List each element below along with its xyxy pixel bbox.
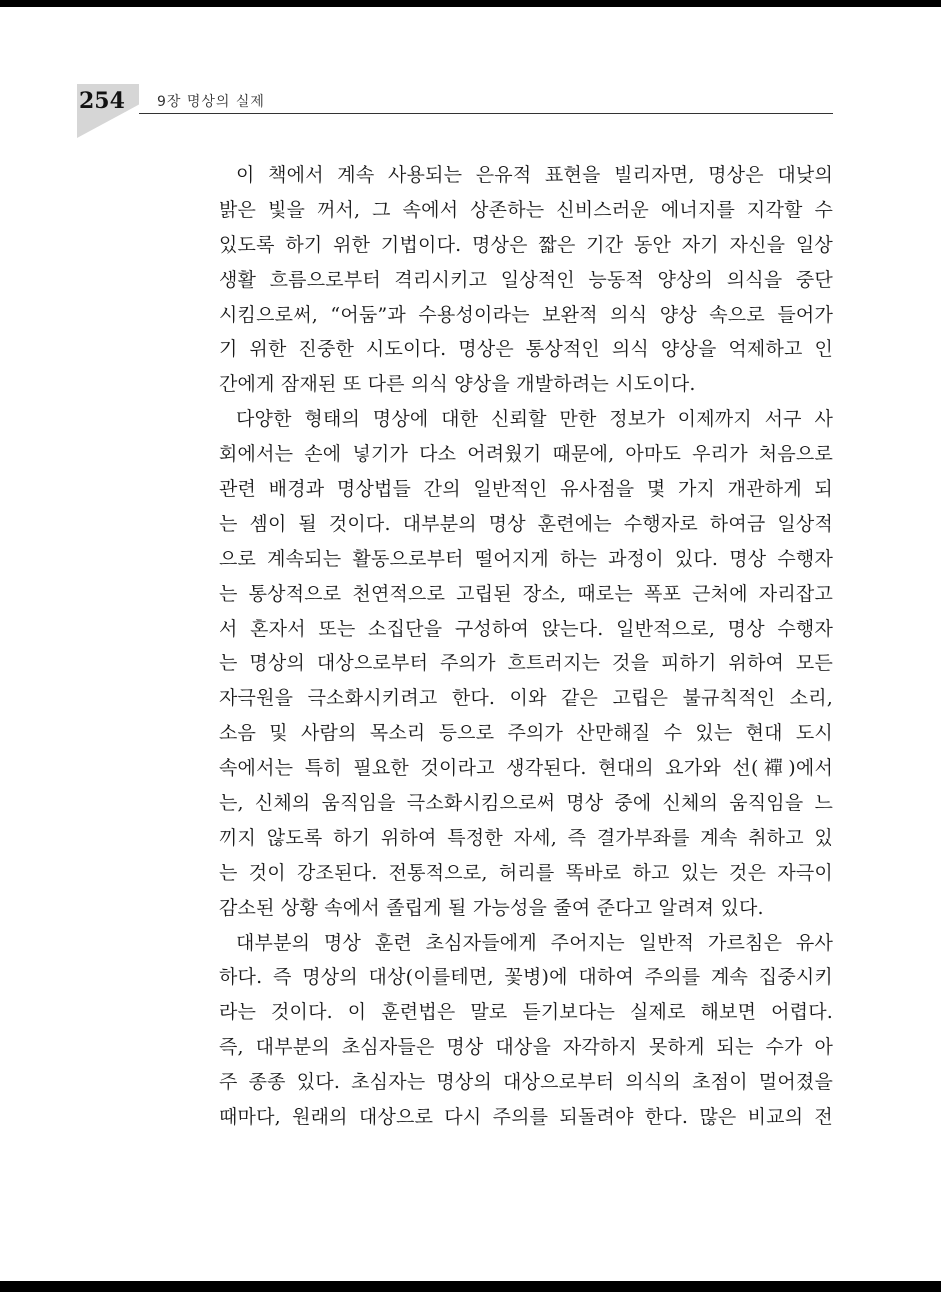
text-line: 생활 흐름으로부터 격리시키고 일상적인 능동적 양상의 의식을 중단 [219, 268, 833, 291]
text-line: 이 책에서 계속 사용되는 은유적 표현을 빌리자면, 명상은 대낮의 [236, 164, 833, 186]
text-line: 는 명상의 대상으로부터 주의가 흐트러지는 것을 피하기 위하여 모든 [219, 652, 833, 675]
paragraph-3 [219, 926, 833, 1135]
text-line: 즉, 대부분의 초심자들은 명상 대상을 자각하지 못하게 되는 수가 아 [219, 1036, 833, 1059]
text-line: 으로 계속되는 활동으로부터 떨어지게 하는 과정이 있다. 명상 수행자 [219, 547, 833, 570]
text-line: 하다. 즉 명상의 대상(이를테면, 꽃병)에 대하여 주의를 계속 집중시키 [219, 966, 833, 989]
running-head-chapter-title: 9장 명상의 실제 [157, 94, 265, 110]
text-line: 소음 및 사람의 목소리 등으로 주의가 산만해질 수 있는 현대 도시 [219, 722, 833, 745]
header-rule [139, 113, 833, 114]
text-line: 자극원을 극소화시키려고 한다. 이와 같은 고립은 불규칙적인 소리, [219, 687, 833, 710]
paragraph-1 [219, 158, 833, 402]
top-border-bar [0, 0, 941, 7]
text-line: 라는 것이다. 이 훈련법은 말로 듣기보다는 실제로 해보면 어렵다. [219, 1001, 833, 1024]
bottom-border-bar [0, 1281, 941, 1292]
text-line: 간에게 잠재된 또 다른 의식 양상을 개발하려는 시도이다. [219, 373, 696, 396]
text-line: 는 셈이 될 것이다. 대부분의 명상 훈련에는 수행자로 하여금 일상적 [219, 512, 833, 535]
text-line: 서 혼자서 또는 소집단을 구성하여 앉는다. 일반적으로, 명상 수행자 [219, 617, 833, 640]
text-line: 관련 배경과 명상법들 간의 일반적인 유사점을 몇 가지 개관하게 되 [219, 478, 833, 501]
text-line: 끼지 않도록 하기 위하여 특정한 자세, 즉 결가부좌를 계속 취하고 있 [219, 826, 833, 849]
text-line: 속에서는 특히 필요한 것이라고 생각된다. 현대의 요가와 선(禪)에서 [219, 757, 833, 780]
text-line: 있도록 하기 위한 기법이다. 명상은 짧은 기간 동안 자기 자신을 일상 [219, 233, 833, 256]
text-line: 다양한 형태의 명상에 대한 신뢰할 만한 정보가 이제까지 서구 사 [236, 408, 833, 431]
text-line: 는 것이 강조된다. 전통적으로, 허리를 똑바로 하고 있는 것은 자극이 [219, 861, 833, 884]
body-text [219, 158, 833, 1135]
text-line: 감소된 상황 속에서 졸립게 될 가능성을 줄여 준다고 알려져 있다. [219, 896, 764, 919]
text-line: 주 종종 있다. 초심자는 명상의 대상으로부터 의식의 초점이 멀어졌을 [219, 1071, 833, 1094]
text-line: 대부분의 명상 훈련 초심자들에게 주어지는 일반적 가르침은 유사 [236, 931, 833, 954]
text-line: 기 위한 진중한 시도이다. 명상은 통상적인 의식 양상을 억제하고 인 [219, 338, 833, 361]
text-line: 는, 신체의 움직임을 극소화시킴으로써 명상 중에 신체의 움직임을 느 [219, 792, 833, 815]
paragraph-2 [219, 402, 833, 925]
text-line: 시킴으로써, “어둠”과 수용성이라는 보완적 의식 양상 속으로 들어가 [219, 303, 833, 326]
text-line: 회에서는 손에 넣기가 다소 어려웠기 때문에, 아마도 우리가 처음으로 [219, 443, 833, 466]
text-line: 때마다, 원래의 대상으로 다시 주의를 되돌려야 한다. 많은 비교의 전 [219, 1106, 833, 1129]
text-line: 밝은 빛을 꺼서, 그 속에서 상존하는 신비스러운 에너지를 지각할 수 [219, 198, 833, 221]
text-line: 는 통상적으로 천연적으로 고립된 장소, 때로는 폭포 근처에 자리잡고 [219, 582, 833, 605]
page-number: 254 [79, 88, 125, 114]
